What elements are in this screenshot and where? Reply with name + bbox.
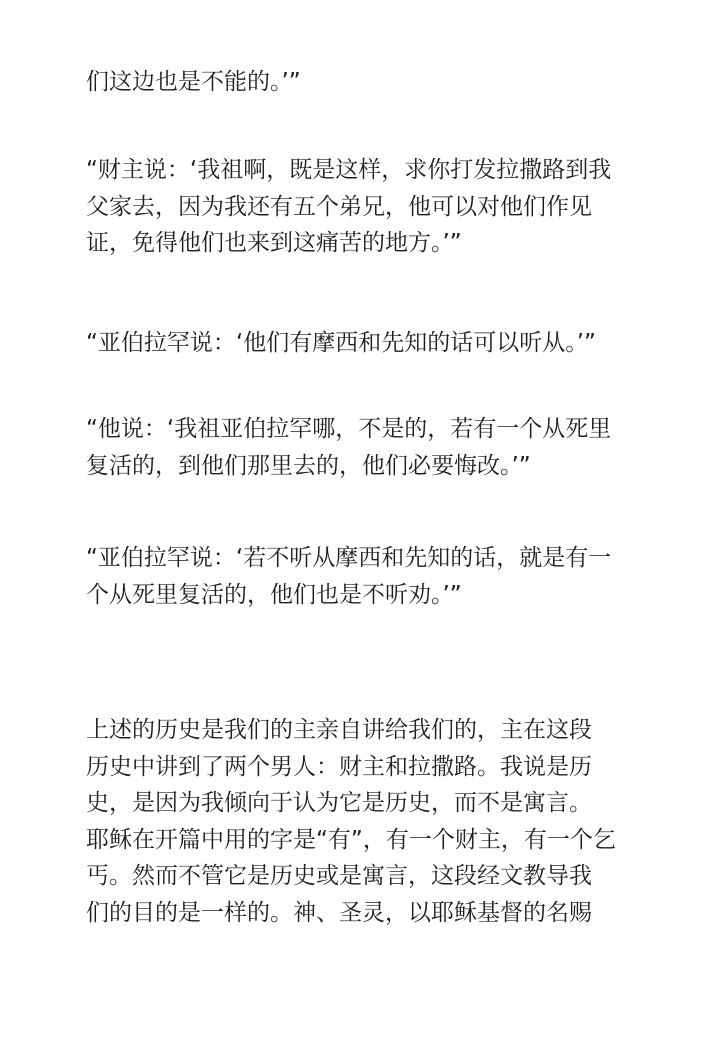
text-line: 耶稣在开篇中用的字是“有”，有一个财主，有一个乞 bbox=[86, 826, 616, 853]
text-line: “亚伯拉罕说：‘他们有摩西和先知的话可以听从。’” bbox=[86, 330, 596, 356]
paragraph-4 bbox=[86, 411, 646, 484]
text-line: 们这边也是不能的。’” bbox=[86, 69, 301, 95]
paragraph-1 bbox=[86, 64, 646, 101]
paragraph-6 bbox=[86, 712, 646, 931]
text-line: 上述的历史是我们的主亲自讲给我们的，主在这段 bbox=[86, 717, 592, 743]
text-line: “他说：‘我祖亚伯拉罕哪，不是的，若有一个从死里 bbox=[86, 416, 612, 442]
paragraph-3 bbox=[86, 325, 646, 362]
text-line: 史，是因为我倾向于认为它是历史，而不是寓言。 bbox=[86, 790, 592, 816]
text-line: “财主说：‘我祖啊，既是这样，求你打发拉撒路到我 bbox=[86, 157, 612, 183]
text-line: 丐。然而不管它是历史或是寓言，这段经文教导我 bbox=[86, 863, 592, 889]
paragraph-2 bbox=[86, 152, 646, 262]
text-line: “亚伯拉罕说：‘若不听从摩西和先知的话，就是有一 bbox=[86, 545, 612, 571]
text-line: 复活的，到他们那里去的，他们必要悔改。’” bbox=[86, 452, 531, 479]
text-line: 们的目的是一样的。神、圣灵，以耶稣基督的名赐 bbox=[86, 899, 592, 926]
text-line: 证，免得他们也来到这痛苦的地方。’” bbox=[86, 230, 462, 256]
text-line: 父家去，因为我还有五个弟兄，他可以对他们作见 bbox=[86, 193, 592, 220]
text-line: 历史中讲到了两个男人：财主和拉撒路。我说是历 bbox=[86, 753, 592, 780]
text-line: 个从死里复活的，他们也是不听劝。’” bbox=[86, 581, 462, 608]
paragraph-5 bbox=[86, 540, 646, 613]
